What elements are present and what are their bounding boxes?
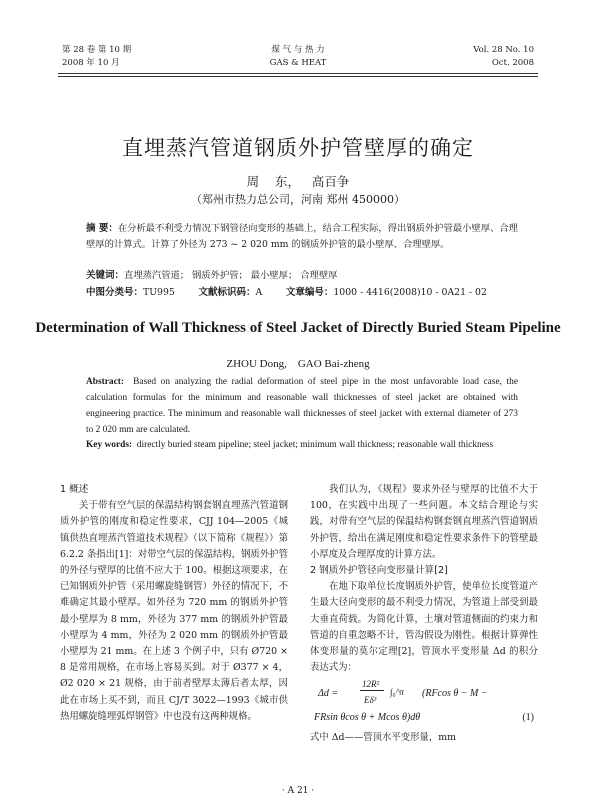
equation-integral: ∫₀^π (390, 687, 404, 698)
journal-name-en: GAS & HEAT (269, 58, 327, 68)
volume-issue-en: Vol. 28 No. 10 (473, 45, 534, 55)
journal-name-cn: 煤 气 与 热 力 (271, 45, 325, 55)
paper-title-cn: 直埋蒸汽管道钢质外护管壁厚的确定 (122, 136, 474, 160)
date-en: Oct. 2008 (491, 58, 534, 68)
abstract-cn-text: 在分析最不利受力情况下钢管径向变形的基础上，结合工程实际，得出钢质外护管最小壁厚、合理壁厚的计算式。计算了外径为 273 ~ 2 020 mm 的钢质外护管的最小壁厚、合理壁厚。 (86, 223, 518, 250)
page-number: · A 21 · (281, 786, 315, 796)
abstract-en (86, 374, 518, 438)
equation-numerator: 12R² (362, 679, 380, 690)
keywords-en-label: Key words: (86, 440, 133, 450)
authors-en: ZHOU Dong, GAO Bai-zheng (226, 358, 370, 370)
keywords-en (86, 437, 518, 453)
abstract-cn (86, 221, 518, 253)
equation-denominator: Eδ³ (364, 695, 377, 706)
date-cn: 2008 年 10 月 (62, 58, 120, 68)
keywords-cn-label: 关键词： (86, 270, 125, 281)
abstract-en-label: Abstract: (86, 377, 125, 387)
keywords-en-text: directly buried steam pipeline; steel jacket; minimum wall thickness; reasonable wall thickness (136, 440, 494, 450)
header-rule-thin (58, 76, 538, 77)
section-1-heading: 1 概述 (60, 484, 89, 495)
clc-label: 中图分类号： (86, 287, 144, 298)
affiliation-cn: （郑州市热力总公司，河南 郑州 450000） (191, 193, 405, 206)
equation-number: (1) (522, 712, 534, 724)
equation-line1: (RFcos θ − M − (422, 688, 488, 700)
journal-volume-en (473, 44, 534, 70)
equation-variable-note: 式中 Δd——管顶水平变形量，mm (310, 732, 457, 744)
body-right-column (310, 482, 538, 747)
paper-title-en: Determination of Wall Thickness of Steel Jacket of Directly Buried Steam Pipeline (35, 320, 561, 336)
header-rule (58, 73, 538, 74)
classification-line (86, 285, 526, 301)
abstract-en-text: Based on analyzing the radial deformation of steel pipe in the most unfavorable load case, the calculation formulas for the minimum and reasonable wall thicknesses of steel jacket are obtained with engineering practice. The minimum and reasonable wall thicknesses of steel jacket with external diameter of 273 to 2 020 mm are calculated. (86, 377, 518, 435)
section-2-paragraph: 在地下取单位长度钢质外护管，使单位长度管道产生最大径向变形的最不利受力情况，为管道上部受到最大垂直荷载。为简化计算，土壤对管道侧面的约束力和管道的自重忽略不计，管沟假设为刚性。根据计算弹性体变形量的莫尔定理[2]，管顶水平变形量 Δd 的积分表达式为： (310, 581, 538, 674)
article-id-value: 1000 - 4416(2008)10 - 0A21 - 02 (333, 287, 487, 298)
intro-paragraph-continued: 我们认为，《规程》要求外径与壁厚的比值不大于 100，在实践中出现了一些问题。本文结合理论与实践，对带有空气层的保温结构钢套钢直埋蒸汽管道钢质外护管，给出在满足刚度和稳定性要求条件下的管壁最小厚度及合理厚度的计算方法。 (310, 484, 538, 560)
body-left-column (60, 482, 288, 725)
section-2-heading: 2 钢质外护管径向变形量计算[2] (310, 565, 448, 577)
doc-code-label: 文献标识码： (198, 287, 256, 298)
equation-1 (310, 676, 538, 730)
volume-issue-cn: 第 28 卷 第 10 期 (62, 45, 132, 55)
section-1-paragraph: 关于带有空气层的保温结构钢套钢直埋蒸汽管道钢质外护管的刚度和稳定性要求，CJJ 104—2005《城镇供热直埋蒸汽管道技术规程》（以下简称《规程》）第 6.2.2 条指出[1]：对带空气层的保温结构，钢质外护管的外径与壁厚的比值不应大于 100。根据这项要求，在已知钢质外护管（采用螺旋缝钢管）外径的情况下，不难确定其最小壁厚。如外径为 720 mm 的钢质外护管最小壁厚为 8 mm，外径为 377 mm 的钢质外护管最小壁厚为 4 mm，外径为 2 020 mm 的钢质外护管最小壁厚为 21 mm。在上述 3 个例子中，只有 Ø720 × 8 是常用规格，在市场上容易买到。对于 Ø377 × 4，Ø2 020 × 21 规格，由于前者壁厚太薄后者太厚，因此在市场上买不到，而且 CJ/T 3022—1993《城市供热用螺旋缝埋弧焊钢管》中也没有这两种规格。 (60, 500, 288, 722)
article-id-label: 文章编号： (285, 287, 334, 298)
authors-cn: 周 东， 高百争 (246, 174, 350, 189)
keywords-cn (86, 268, 518, 284)
equation-fraction-bar (360, 690, 384, 691)
abstract-cn-label: 摘 要： (86, 223, 118, 234)
equation-lhs: Δd = (318, 688, 339, 700)
clc-value: TU995 (143, 287, 175, 298)
equation-line2: FRsin θcos θ + Mcos θ)dθ (314, 712, 421, 724)
keywords-cn-text: 直埋蒸汽管道； 钢质外护管； 最小壁厚； 合理壁厚 (124, 270, 338, 281)
doc-code-value: A (255, 287, 263, 298)
